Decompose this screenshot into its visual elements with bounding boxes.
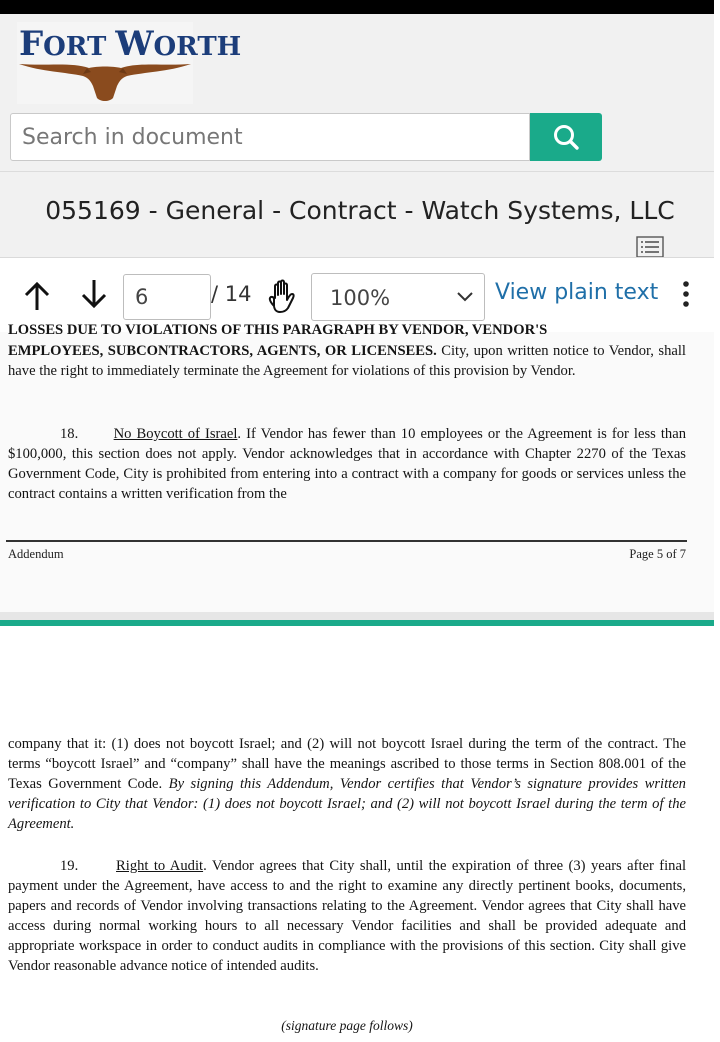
document-title: 055169 - General - Contract - Watch Systems, LLC <box>45 196 675 225</box>
paragraph-18: 18. No Boycott of Israel. If Vendor has fewer than 10 employees or the Agreement is for less than $100,000, this section does not apply. Vendor acknowledges that in accordance with Chapter 2270 of the Texas Government Code, City is prohibited from entering into a contract with a company for goods or services unless the contract contains a written verification from the <box>8 426 687 502</box>
document-title-band <box>0 171 714 257</box>
header <box>0 14 714 171</box>
paragraph-18-continued: company that it: (1) does not boycott Israel; and (2) will not boycott Israel during the term of the contract. The terms “boycott Israel” and “company” shall have the meanings ascribed to those terms in Section 808.001 of the Texas Government Code. By signing this Addendum, Vendor certifies that Vendor’s signature provides written verification to City that Vendor: (1) does not boycott Israel; and (2) will not boycott Israel during the term of the Agreement. <box>8 736 686 832</box>
page-gap <box>0 612 714 620</box>
more-vertical-icon[interactable] <box>680 280 692 308</box>
list-icon[interactable] <box>636 236 664 258</box>
footer-left-label: Addendum <box>8 547 64 561</box>
search-icon <box>552 123 580 151</box>
signature-page-note: (signature page follows) <box>281 1018 413 1033</box>
viewer-toolbar <box>0 257 714 332</box>
search-button[interactable] <box>530 113 602 161</box>
page-footer-rule <box>6 540 687 542</box>
footer-page-number: Page 5 of 7 <box>629 547 686 561</box>
page-total: / 14 <box>211 282 252 306</box>
view-plain-text-link[interactable]: View plain text <box>495 280 659 305</box>
fort-worth-logo[interactable] <box>17 22 242 104</box>
longhorn-icon <box>17 22 193 104</box>
page-number-input[interactable] <box>123 274 211 320</box>
document-page-5 <box>0 322 714 614</box>
status-bar <box>0 0 714 14</box>
paragraph-17-end: EMPLOYEES, SUBCONTRACTORS, AGENTS, OR LICENSEES. City, upon written notice to Vendor, shall have the right to immediately terminate the Agreement for violations of this provision by Vendor. <box>8 343 686 379</box>
hand-icon[interactable] <box>266 278 300 314</box>
zoom-select[interactable] <box>311 273 485 321</box>
search-input[interactable] <box>10 113 530 161</box>
document-page-6 <box>0 626 714 1042</box>
paragraph-19: 19. Right to Audit. Vendor agrees that City shall, until the expiration of three (3) years after final payment under the Agreement, have access to and the right to examine any directly pertinent books, documents, papers and records of Vendor involving transactions relating to the Agreement. Vendor agrees that City shall have access during normal working hours to all necessary Vendor facilities and shall be provided adequate and appropriate workspace in order to conduct audits in compliance with the provisions of this section. City shall give Vendor reasonable advance notice of intended audits. <box>8 858 686 974</box>
arrow-up-icon[interactable] <box>22 280 52 312</box>
zoom-value: 100% <box>330 286 391 310</box>
arrow-down-icon[interactable] <box>79 278 109 310</box>
cut-off-line: LOSSES DUE TO VIOLATIONS OF THIS PARAGRAPH BY VENDOR, VENDOR'S <box>8 322 548 338</box>
logo-text: FORT WORTH <box>19 24 242 64</box>
chevron-down-icon <box>456 290 474 304</box>
